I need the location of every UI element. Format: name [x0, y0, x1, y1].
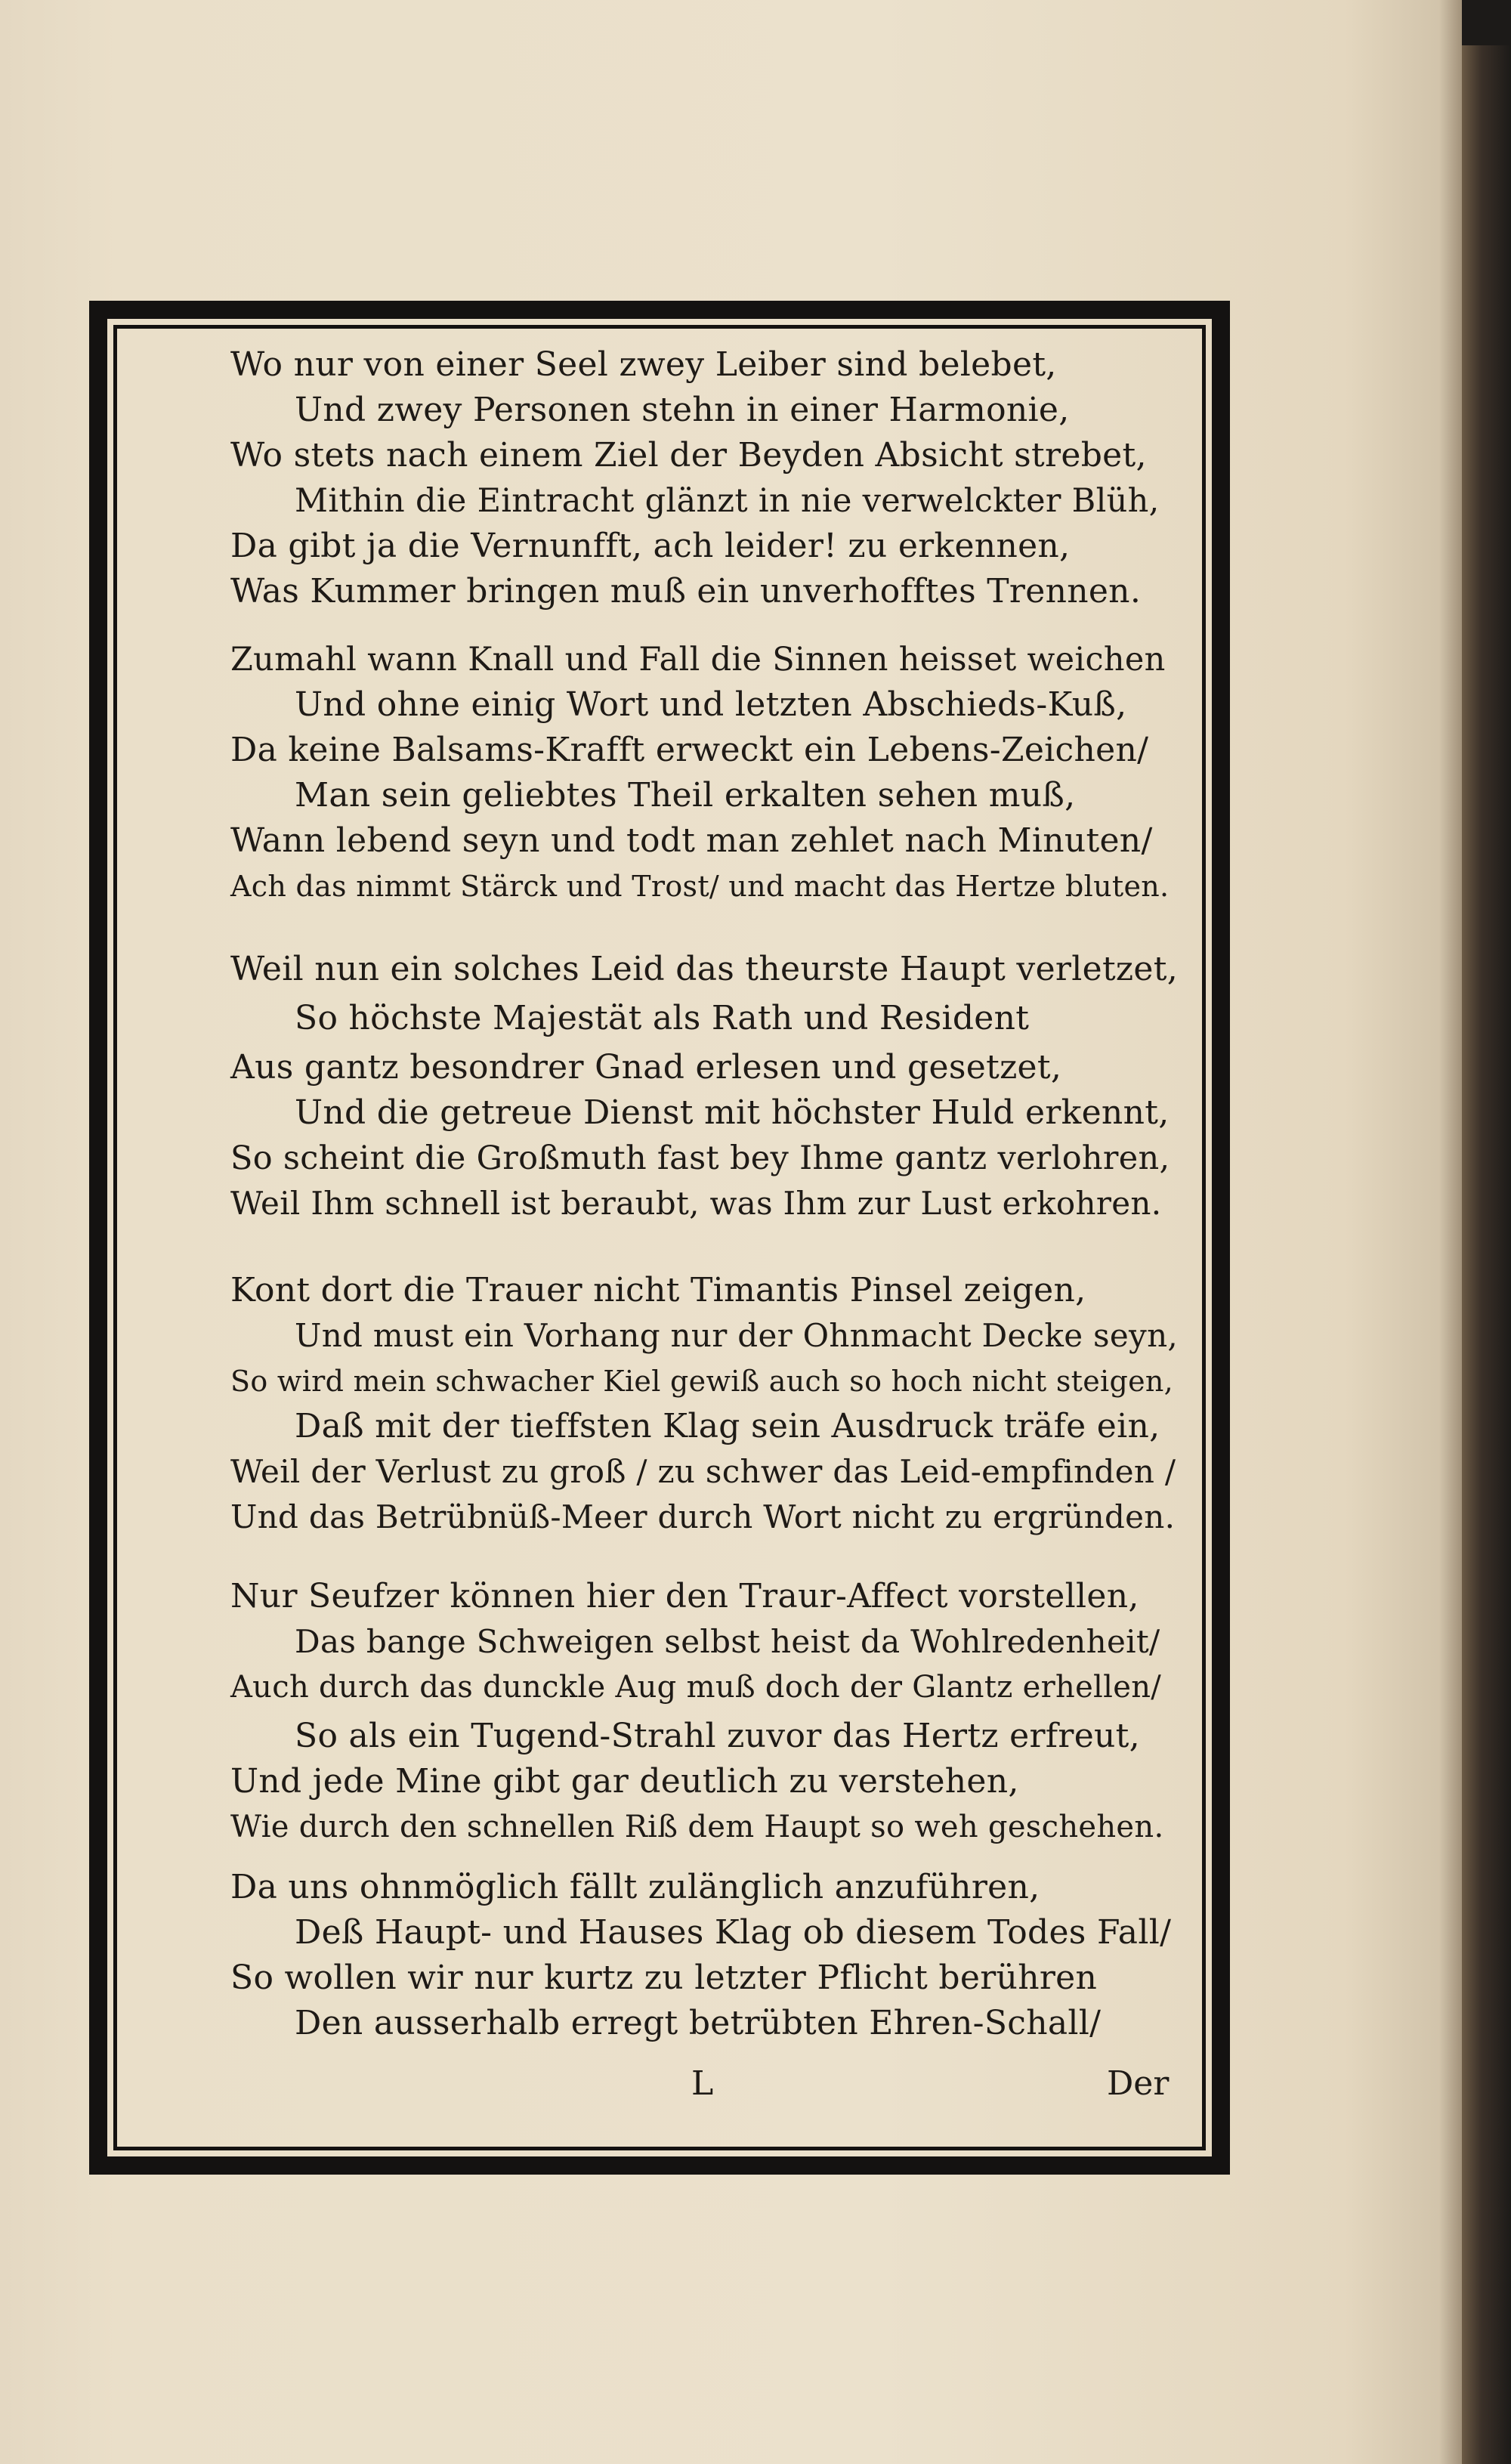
poem-line: Und die getreue Dienst mit höchster Huld erkennt,: [295, 1093, 1170, 1132]
poem-line: Was Kummer bringen muß ein unverhofftes Trennen.: [230, 572, 1142, 611]
poem-line: Und ohne einig Wort und letzten Abschieds-Kuß,: [295, 685, 1127, 724]
poem-line: Da gibt ja die Vernunfft, ach leider! zu erkennen,: [230, 527, 1071, 565]
poem-line: Zumahl wann Knall und Fall die Sinnen heisset weichen: [230, 641, 1166, 679]
poem-line: Kont dort die Trauer nicht Timantis Pinsel zeigen,: [230, 1271, 1086, 1309]
poem-line: Das bange Schweigen selbst heist da Wohlredenheit/: [295, 1623, 1160, 1660]
poem-line: Und das Betrübnüß-Meer durch Wort nicht zu ergründen.: [230, 1498, 1176, 1535]
poem-line: Da keine Balsams-Krafft erweckt ein Lebens-Zeichen/: [230, 731, 1149, 769]
poem-line: Und must ein Vorhang nur der Ohnmacht Decke seyn,: [295, 1317, 1179, 1354]
signature-mark: L: [691, 2064, 714, 2103]
poem-line: Und jede Mine gibt gar deutlich zu verstehen,: [230, 1762, 1019, 1801]
poem-line: Wo stets nach einem Ziel der Beyden Absicht strebet,: [230, 436, 1147, 475]
poem-line: Daß mit der tieffsten Klag sein Ausdruck träfe ein,: [295, 1407, 1160, 1445]
poem-line: Und zwey Personen stehn in einer Harmonie,: [295, 391, 1070, 429]
poem-line: Den ausserhalb erregt betrübten Ehren-Schall/: [295, 2004, 1102, 2042]
poem-line: So wollen wir nur kurtz zu letzter Pflicht berühren: [230, 1959, 1098, 1997]
poem-line: Weil der Verlust zu groß / zu schwer das Leid-empfinden /: [230, 1453, 1176, 1490]
poem-line: So als ein Tugend-Strahl zuvor das Hertz erfreut,: [295, 1717, 1140, 1755]
poem-line: Wie durch den schnellen Riß dem Haupt so weh geschehen.: [230, 1810, 1164, 1844]
catchword: Der: [1107, 2064, 1170, 2103]
poem-line: Deß Haupt- und Hauses Klag ob diesem Todes Fall/: [295, 1913, 1172, 1952]
poem-line: Mithin die Eintracht glänzt in nie verwelckter Blüh,: [295, 482, 1160, 520]
poem-line: Ach das nimmt Stärck und Trost/ und macht das Hertze bluten.: [230, 870, 1170, 903]
poem-line: Nur Seufzer können hier den Traur-Affect vorstellen,: [230, 1577, 1139, 1615]
poem-line: Da uns ohnmöglich fällt zulänglich anzuführen,: [230, 1868, 1040, 1906]
poem-line: Wo nur von einer Seel zwey Leiber sind belebet,: [230, 345, 1057, 384]
poem-line: Weil Ihm schnell ist beraubt, was Ihm zur Lust erkohren.: [230, 1185, 1162, 1222]
poem-line: So höchste Majestät als Rath und Resident: [295, 999, 1030, 1037]
poem-line: So wird mein schwacher Kiel gewiß auch so hoch nicht steigen,: [230, 1365, 1174, 1398]
poem-line: So scheint die Großmuth fast bey Ihme gantz verlohren,: [230, 1139, 1170, 1177]
poem-line: Weil nun ein solches Leid das theurste Haupt verletzet,: [230, 950, 1179, 988]
poem-line: Aus gantz besondrer Gnad erlesen und gesetzet,: [230, 1048, 1062, 1087]
poem-line: Wann lebend seyn und todt man zehlet nach Minuten/: [230, 821, 1153, 860]
poem-line: Auch durch das dunckle Aug muß doch der Glantz erhellen/: [230, 1670, 1162, 1705]
poem-line: Man sein geliebtes Theil erkalten sehen muß,: [295, 776, 1076, 815]
